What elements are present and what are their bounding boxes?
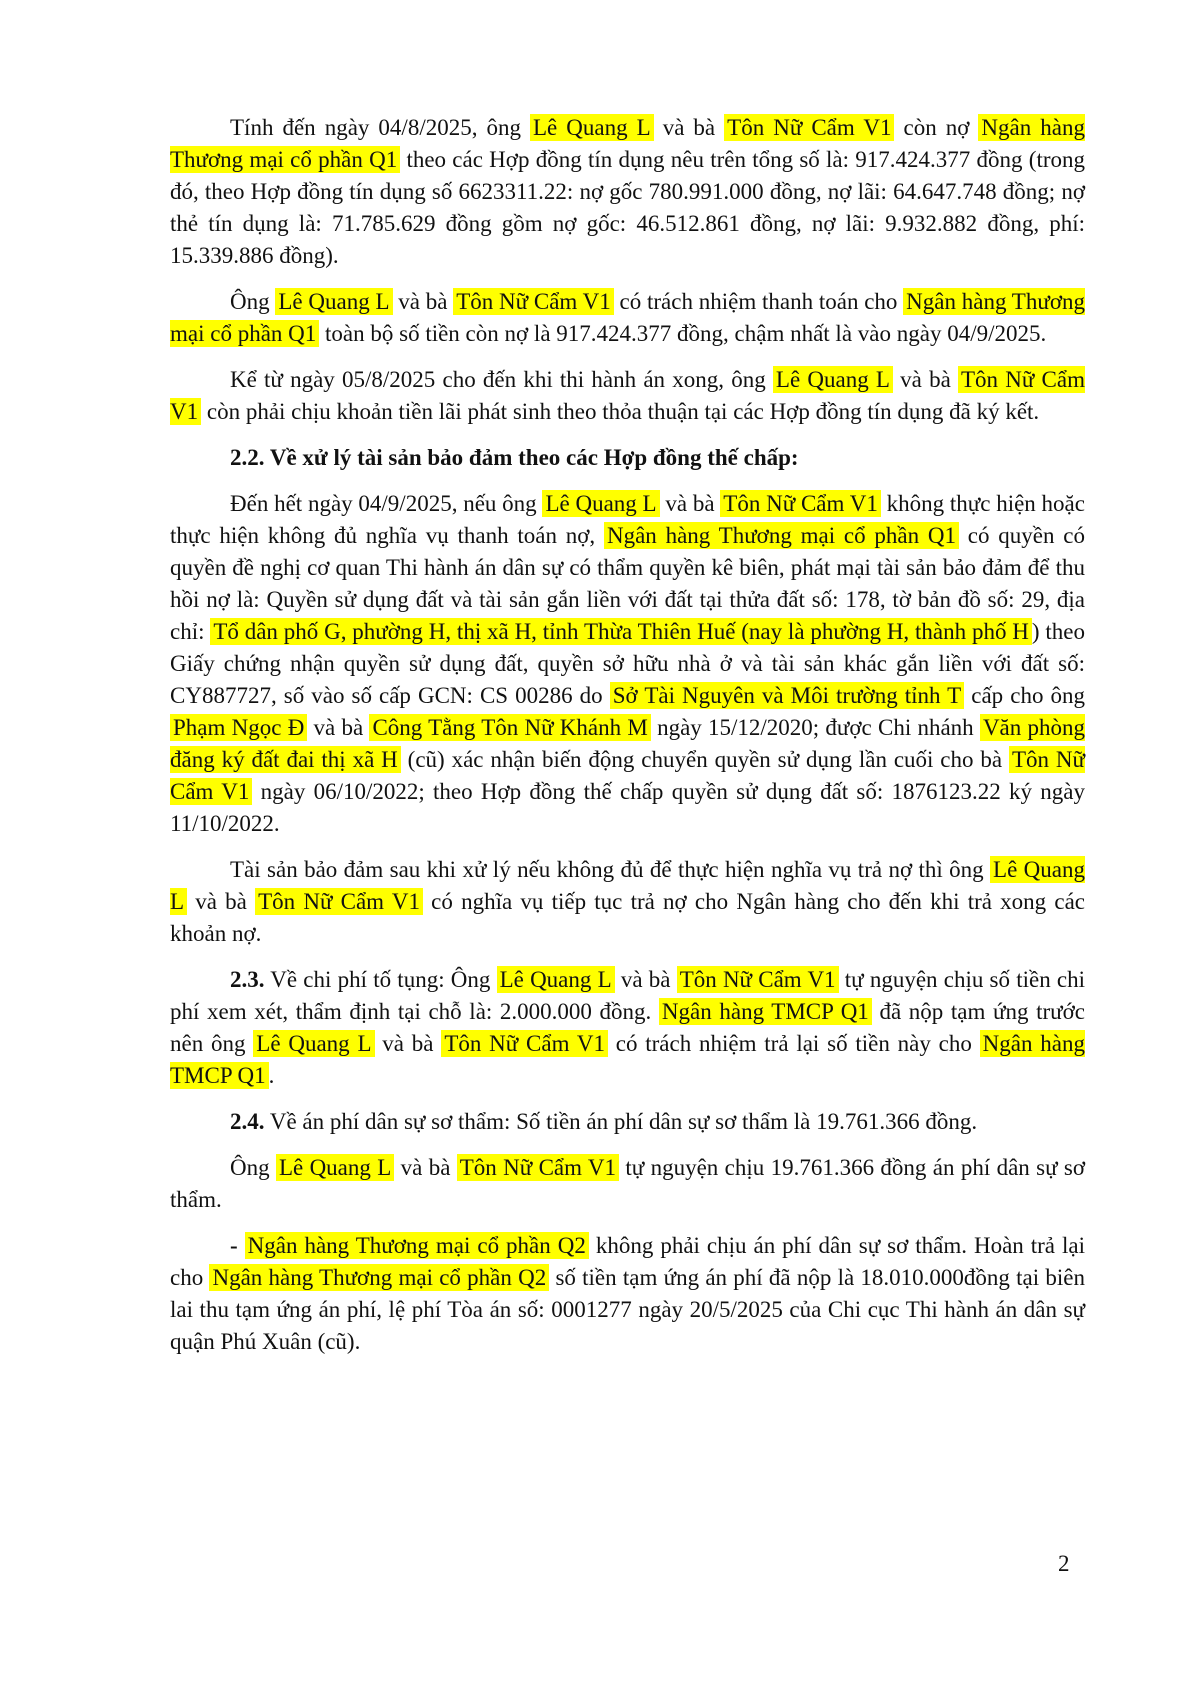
text: tự nguyện chịu 19.761.366 đồng án phí dân sự sơ thẩm.: [170, 1155, 1085, 1212]
highlight-name: Lê Quang L: [276, 1154, 394, 1181]
text: ngày 06/10/2022; theo Hợp đồng thế chấp quyền sử dụng đất số: 1876123.22 ký ngày 11/10/2022.: [170, 779, 1085, 836]
text: toàn bộ số tiền còn nợ là 917.424.377 đồng, chậm nhất là vào ngày 04/9/2025.: [319, 321, 1047, 346]
text: không thực hiện hoặc thực hiện không đủ nghĩa vụ thanh toán nợ,: [170, 491, 1085, 548]
paragraph-interest: [170, 364, 1085, 428]
paragraph-remaining-obligation: [170, 854, 1085, 950]
paragraph-debt-total: [170, 112, 1085, 272]
text: có trách nhiệm thanh toán cho: [613, 289, 904, 314]
text: .: [268, 1063, 275, 1088]
paragraph-fee-voluntary: [170, 1152, 1085, 1216]
highlight-name: Lê Quang L: [773, 366, 893, 393]
highlight-bank: Ngân hàng Thương mại cổ phần Q1: [170, 289, 1085, 346]
text: Tài sản bảo đảm sau khi xử lý nếu không đủ để thực hiện nghĩa vụ trả nợ thì ông: [230, 857, 991, 882]
section-number: 2.4.: [230, 1109, 265, 1134]
text: và bà: [307, 715, 370, 740]
paragraph-litigation-costs: [170, 964, 1085, 1092]
highlight-name: Tôn Nữ Cẩm V1: [724, 114, 894, 141]
text: và bà: [653, 115, 725, 140]
text: còn nợ: [894, 115, 979, 140]
text: cấp cho ông: [964, 683, 1085, 708]
text: đã nộp tạm ứng trước nên ông: [170, 999, 1085, 1056]
text: ngày 15/12/2020; được Chi nhánh: [650, 715, 980, 740]
highlight-name: Lê Quang L: [253, 1030, 374, 1057]
text: Ông: [230, 289, 276, 314]
highlight-name: Lê Quang L: [275, 288, 392, 315]
text: và bà: [374, 1031, 442, 1056]
paragraph-payment-obligation: [170, 286, 1085, 350]
text: có trách nhiệm trả lại số tiền này cho: [607, 1031, 980, 1056]
text: tự nguyện chịu số tiền chi phí xem xét, thẩm định tại chỗ là: 2.000.000 đồng.: [170, 967, 1085, 1024]
highlight-name: Lê Quang L: [497, 966, 615, 993]
text: và bà: [392, 289, 454, 314]
text: không phải chịu án phí dân sự sơ thẩm. Hoàn trả lại cho: [170, 1233, 1085, 1290]
text: có nghĩa vụ tiếp tục trả nợ cho Ngân hàng cho đến khi trả xong các khoản nợ.: [170, 889, 1085, 946]
text: Kể từ ngày 05/8/2025 cho đến khi thi hành án xong, ông: [230, 367, 773, 392]
section-heading-2-2: [170, 442, 1085, 474]
paragraph-fee-refund: [170, 1230, 1085, 1358]
highlight-agency: Văn phòng đăng ký đất đai thị xã H: [170, 715, 1085, 772]
text: số tiền tạm ứng án phí đã nộp là 18.010.000đồng tại biên lai thu tạm ứng án phí, lệ phí Tòa án số: 0001277 ngày 20/5/2025 của Chi cục Thi hành án dân sự quận Phú Xuân (cũ).: [170, 1265, 1085, 1354]
highlight-bank: Ngân hàng Thương mại cổ phần Q1: [604, 522, 959, 549]
list-dash: -: [230, 1233, 245, 1258]
highlight-name: Tôn Nữ Cẩm V1: [453, 288, 614, 315]
text: và bà: [892, 367, 958, 392]
highlight-bank: Ngân hàng Thương mại cổ phần Q2: [209, 1264, 549, 1291]
highlight-name: Tôn Nữ Cẩm V1: [720, 490, 881, 517]
document-page: [170, 112, 1085, 1372]
text: Về án phí dân sự sơ thẩm: Số tiền án phí dân sự sơ thẩm là 19.761.366 đồng.: [264, 1109, 978, 1134]
highlight-address: Tổ dân phố G, phường H, thị xã H, tỉnh Thừa Thiên Huế (nay là phường H, thành phố H: [210, 618, 1032, 645]
highlight-name: Tôn Nữ Cẩm V1: [441, 1030, 608, 1057]
highlight-agency: Sở Tài Nguyên và Môi trường tỉnh T: [610, 682, 964, 709]
highlight-name: Lê Quang L: [542, 490, 659, 517]
text: có quyền có quyền đề nghị cơ quan Thi hành án dân sự có thẩm quyền kê biên, phát mại tài sản bảo đảm để thu hồi nợ là: Quyền sử dụng đất và tài sản gắn liền với đất tại thửa đất số: 178, tờ bản đồ số: 29, địa chỉ:: [170, 523, 1085, 644]
text: (cũ) xác nhận biến động chuyển quyền sử dụng lần cuối cho bà: [400, 747, 1009, 772]
highlight-name: Tôn Nữ Cẩm V1: [255, 888, 423, 915]
section-number: 2.3.: [230, 967, 265, 992]
highlight-name: Tôn Nữ Cẩm V1: [170, 747, 1085, 804]
text: Đến hết ngày 04/9/2025, nếu ông: [230, 491, 543, 516]
highlight-bank: Ngân hàng Thương mại cổ phần Q1: [170, 115, 1085, 172]
paragraph-collateral: [170, 488, 1085, 840]
text: Ông: [230, 1155, 276, 1180]
highlight-name: Tôn Nữ Cẩm V1: [677, 966, 839, 993]
text: và bà: [659, 491, 721, 516]
highlight-bank: Ngân hàng Thương mại cổ phần Q2: [245, 1232, 589, 1259]
text: Tính đến ngày 04/8/2025, ông: [230, 115, 530, 140]
page-number: 2: [1058, 1551, 1070, 1576]
text: còn phải chịu khoản tiền lãi phát sinh theo thỏa thuận tại các Hợp đồng tín dụng đã ký kết.: [201, 399, 1040, 424]
highlight-name: Tôn Nữ Cẩm V1: [170, 367, 1085, 424]
text: và bà: [394, 1155, 457, 1180]
text: và bà: [614, 967, 677, 992]
text: ) theo Giấy chứng nhận quyền sử dụng đất, quyền sở hữu nhà ở và tài sản khác gắn liền với đất số: CY887727, số vào số cấp GCN: CS 00286 do: [170, 619, 1085, 708]
highlight-name: Phạm Ngọc Đ: [170, 714, 307, 741]
heading-text: 2.2. Về xử lý tài sản bảo đảm theo các Hợp đồng thế chấp:: [230, 445, 799, 470]
text: và bà: [187, 889, 256, 914]
highlight-name: Lê Quang L: [170, 857, 1086, 914]
highlight-name: Công Tằng Tôn Nữ Khánh M: [369, 714, 650, 741]
highlight-bank: Ngân hàng TMCP Q1: [659, 998, 872, 1025]
text: theo các Hợp đồng tín dụng nêu trên tổng số là: 917.424.377 đồng (trong đó, theo Hợp đồng tín dụng số 6623311.22: nợ gốc 780.991.000 đồng, nợ lãi: 64.647.748 đồng; nợ thẻ tín dụng là: 71.785.629 đồng gồm nợ gốc: 46.512.861 đồng, nợ lãi: 9.932.882 đồng, phí: 15.339.886 đồng).: [170, 147, 1085, 268]
highlight-bank: Ngân hàng TMCP Q1: [170, 1031, 1085, 1088]
highlight-name: Lê Quang L: [530, 114, 654, 141]
paragraph-court-fee: [170, 1106, 1085, 1138]
text: Về chi phí tố tụng: Ông: [264, 967, 497, 992]
highlight-name: Tôn Nữ Cẩm V1: [457, 1154, 619, 1181]
